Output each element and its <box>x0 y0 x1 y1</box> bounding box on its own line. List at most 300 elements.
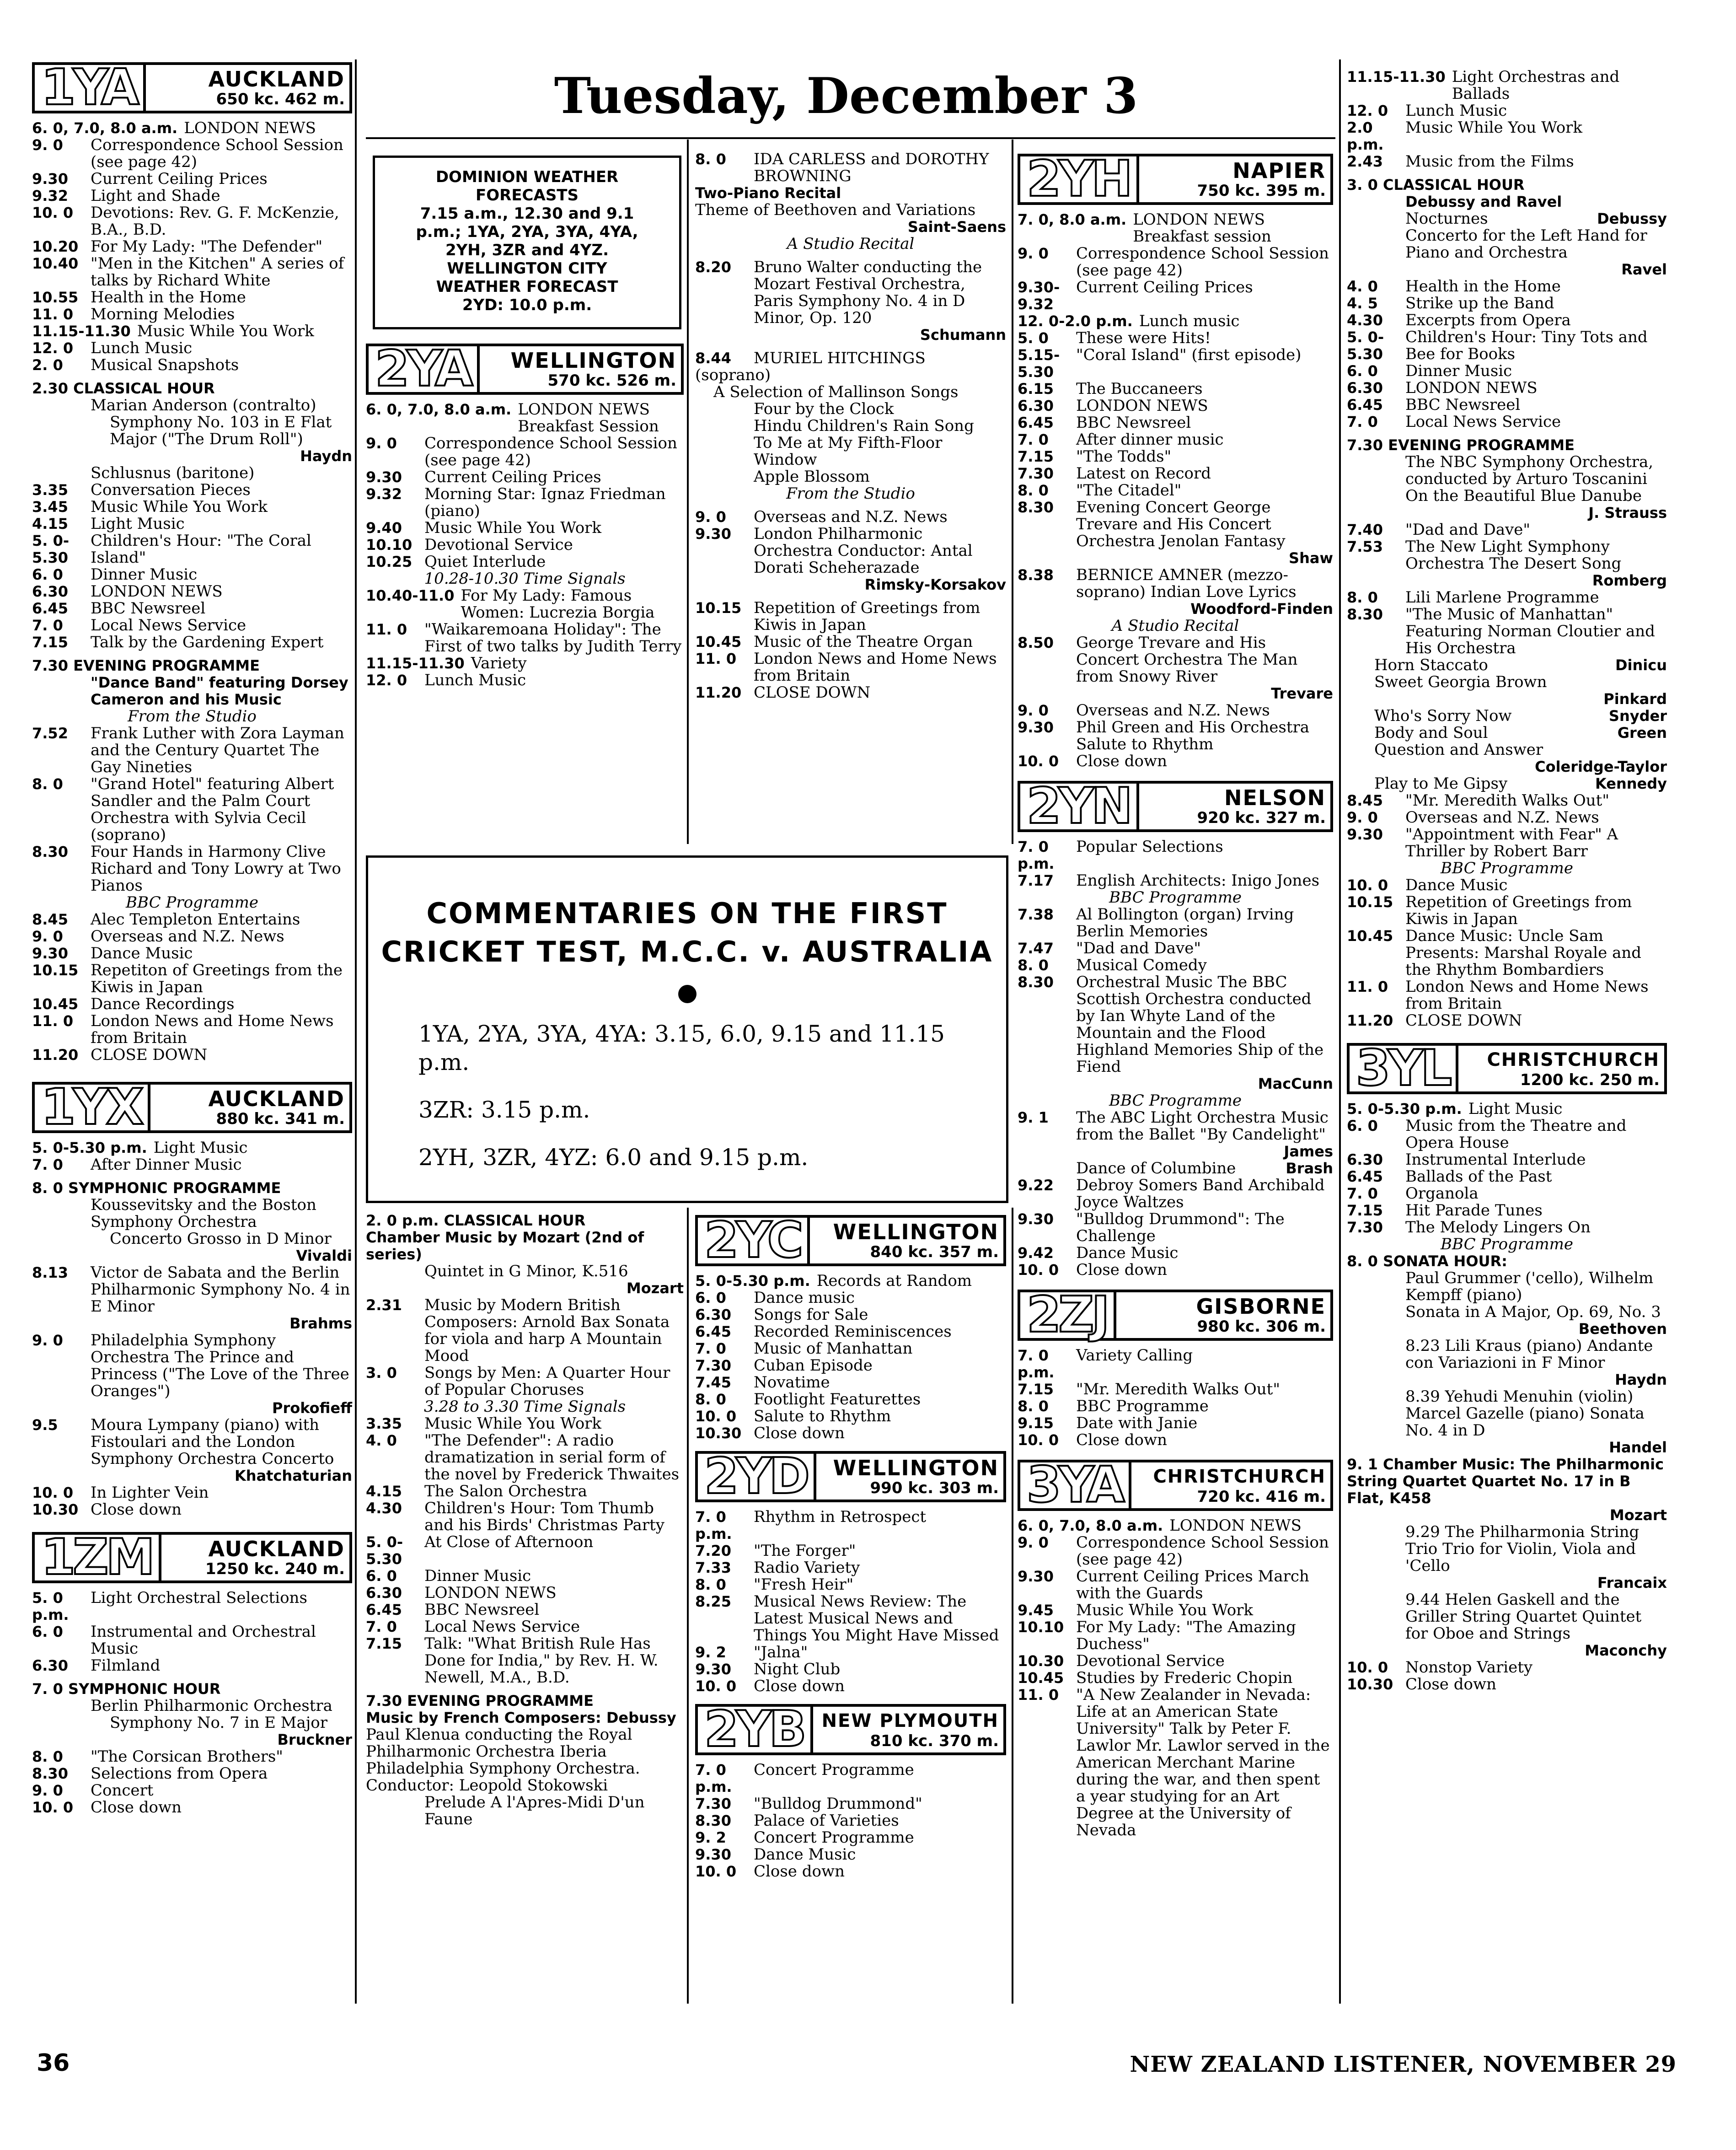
schedule-entry <box>32 516 352 532</box>
entry-title: Novatime <box>754 1373 830 1392</box>
entry-title: Music of the Theatre Organ <box>754 633 973 651</box>
song-row <box>1347 775 1667 792</box>
schedule-entry <box>1018 634 1333 685</box>
entry-title: Dinner Music <box>91 565 198 584</box>
song-row <box>1347 657 1667 674</box>
entry-title: London News and Home News from Britain <box>91 1012 334 1047</box>
entry-title: Children's Hour: Tom Thumb and his Birds' Christmas Party <box>424 1499 664 1534</box>
schedule-list <box>32 1332 352 1400</box>
entry-time: 7. 0 <box>1347 1185 1378 1202</box>
entry-time: 9. 0 <box>366 435 397 452</box>
entry-time: 5. 0-5.30 p.m. <box>695 1272 810 1290</box>
schedule-entry <box>1018 431 1333 448</box>
entry-time: 8. 0 <box>32 775 63 793</box>
schedule-entry <box>1347 1185 1667 1202</box>
entry-title: "Dad and Dave" <box>1405 521 1530 539</box>
schedule-entry <box>1018 1432 1333 1449</box>
entry-time: 4. 0 <box>366 1432 397 1449</box>
entry-title: Correspondence School Session (see page 42) <box>1076 1533 1329 1569</box>
entry-time: 7. 0 <box>32 1156 63 1173</box>
entry-title: Overseas and N.Z. News <box>1405 808 1599 827</box>
entry-time: 11.15-11.30 <box>1347 68 1446 86</box>
entry-title: Records at Random <box>816 1272 972 1290</box>
entry-title: MURIEL HITCHINGS <box>754 349 926 367</box>
schedule-list <box>1018 634 1333 685</box>
entry-title: BBC Newsreel <box>91 599 206 618</box>
composer: Saint-Saens <box>907 218 1006 236</box>
schedule-list <box>1018 567 1333 601</box>
entry-title: Morning Star: Ignaz Friedman (piano) <box>424 485 666 520</box>
entry-title: Devotions: Rev. G. F. McKenzie, B.A., B.D. <box>91 204 339 239</box>
station-city: WELLINGTON <box>833 1220 999 1244</box>
classical-hour-heading: 3. 0 CLASSICAL HOUR <box>1347 176 1525 194</box>
entry-title: Ballads of the Past <box>1405 1167 1552 1186</box>
entry-title: Music from the Films <box>1405 152 1574 171</box>
song-title: Question and Answer <box>1374 741 1543 759</box>
schedule-list <box>366 1297 684 1398</box>
studio-note: A Studio Recital <box>787 235 915 253</box>
composer: Romberg <box>1592 572 1667 589</box>
station-header-1yx <box>32 1079 352 1136</box>
entry-title: Music While You Work <box>137 322 314 340</box>
schedule-entry <box>1347 414 1667 430</box>
song-row <box>1347 674 1667 691</box>
entry-time: 8.50 <box>1018 634 1054 651</box>
entry-title: Light Music <box>153 1139 248 1157</box>
entry-time: 6.30 <box>366 1584 402 1602</box>
schedule-list <box>1018 1177 1333 1279</box>
entry-time: 6. 0 <box>1347 1117 1378 1134</box>
entry-time: 7. 0 p.m. <box>695 1761 732 1795</box>
schedule-entry <box>32 1590 352 1623</box>
entry-title: Music by Modern British Composers: Arnold Bax Sonata for viola and harp A Mountain Mood <box>424 1296 670 1365</box>
entry-time: 10.15 <box>695 599 742 617</box>
entry-time: 11. 0 <box>1018 1686 1059 1704</box>
entry-title: Children's Hour: Tiny Tots and Bee for Books <box>1405 328 1648 363</box>
schedule-entry <box>32 566 352 583</box>
schedule-entry <box>32 532 352 566</box>
song-title <box>1374 758 1535 775</box>
entry-time: 7.15 <box>1018 1381 1054 1398</box>
schedule-entry <box>695 1812 1006 1829</box>
schedule-entry <box>1018 940 1333 957</box>
entry-time: 4.15 <box>32 515 68 532</box>
studio-note: From the Studio <box>128 707 257 726</box>
entry-title: Concert Programme <box>754 1828 914 1847</box>
schedule-list <box>32 1590 352 1674</box>
entry-title: "The Music of Manhattan" Featuring Norman Cloutier and His Orchestra <box>1405 605 1655 657</box>
schedule-entry <box>32 725 352 776</box>
entry-title: Musical News Review: The Latest Musical News and Things You Might Have Missed <box>754 1592 999 1645</box>
schedule-entry <box>366 537 684 554</box>
schedule-entry <box>32 171 352 188</box>
schedule-entry <box>695 1509 1006 1543</box>
composer: James <box>1284 1143 1333 1160</box>
time-signals: 10.28-10.30 Time Signals <box>424 570 626 588</box>
entry-title: "The Forger" <box>754 1542 856 1560</box>
entry-title: Dance Music <box>754 1845 856 1864</box>
entry-time: 6.45 <box>1018 414 1054 431</box>
composer: Vivaldi <box>296 1247 352 1264</box>
composer: Green <box>1617 724 1667 742</box>
station-city: CHRISTCHURCH <box>1487 1049 1660 1070</box>
programme-detail: Concerto Grosso in D Minor <box>110 1230 332 1248</box>
entry-time: 10. 0 <box>1018 752 1059 770</box>
schedule-entry <box>1347 826 1667 860</box>
schedule-entry <box>366 672 684 689</box>
entry-title: At Close of Afternoon <box>424 1533 594 1551</box>
entry-time: 8. 0 <box>695 1576 726 1593</box>
entry-title: Strike up the Band <box>1405 294 1554 312</box>
schedule-entry <box>366 1534 684 1568</box>
studio-note: A Studio Recital <box>1111 617 1239 635</box>
weather-line: 7.15 a.m., 12.30 and 9.1 <box>420 204 634 223</box>
entry-title: Children's Hour: "The Coral Island" <box>91 532 311 567</box>
entry-title: Dinner Music <box>1405 362 1512 380</box>
entry-title: Alec Templeton Entertains <box>91 910 300 929</box>
entry-time: 9. 2 <box>695 1644 726 1661</box>
entry-title: Close down <box>1076 1261 1167 1279</box>
bullet-mark <box>678 985 697 1003</box>
schedule-list <box>32 1417 352 1467</box>
entry-title: Lunch Music <box>424 671 526 689</box>
programme-detail: The NBC Symphony Orchestra, conducted by Arturo Toscanini <box>1405 453 1654 488</box>
entry-title: Night Club <box>754 1660 841 1678</box>
entry-time: 11.15-11.30 <box>366 655 465 672</box>
schedule-list <box>32 120 352 374</box>
entry-title: Al Bollington (organ) Irving Berlin Memories <box>1076 905 1294 941</box>
entry-time: 6.30 <box>32 583 68 600</box>
schedule-list <box>1018 838 1333 889</box>
entry-time: 12. 0-2.0 p.m. <box>1018 312 1133 330</box>
entry-title: Music While You Work <box>1076 1601 1254 1619</box>
schedule-entry <box>1347 1168 1667 1185</box>
schedule-entry <box>32 1623 352 1657</box>
entry-title: Music While You Work <box>91 498 268 516</box>
entry-time: 10.30 <box>695 1424 742 1442</box>
composer: Rimsky-Korsakov <box>864 576 1006 593</box>
schedule-entry <box>32 499 352 516</box>
song-list <box>1347 657 1667 792</box>
programme-detail-list <box>366 1709 684 1828</box>
entry-title: The Buccaneers <box>1076 380 1203 398</box>
entry-time: 2.43 <box>1347 153 1383 170</box>
station-callsign: 2YC <box>698 1218 810 1263</box>
entry-title: "Dad and Dave" <box>1076 939 1201 957</box>
entry-title: BBC Newsreel <box>1076 414 1191 432</box>
entry-time: 7.30 <box>695 1357 731 1374</box>
schedule-entry <box>366 587 684 621</box>
evening-programme-heading: 7.30 EVENING PROGRAMME <box>32 657 260 674</box>
column-rule-4 <box>1012 140 1013 844</box>
schedule-entry <box>695 1357 1006 1374</box>
schedule-entry <box>1018 448 1333 465</box>
entry-time: 8. 0 <box>1347 589 1378 606</box>
entry-time: 10.10 <box>366 536 413 554</box>
schedule-entry <box>1347 119 1667 153</box>
bbc-note: BBC Programme <box>1441 1235 1573 1253</box>
programme-detail: Nocturnes <box>1405 210 1488 228</box>
station-frequency: 1250 kc. 240 m. <box>205 1560 345 1578</box>
entry-title: LONDON NEWS <box>1076 397 1208 415</box>
entry-time: 8.45 <box>32 911 68 928</box>
entry-title: Instrumental and Orchestral Music <box>91 1623 316 1658</box>
entry-title: Studies by Frederic Chopin <box>1076 1669 1293 1687</box>
entry-time: 9. 0 <box>695 508 726 526</box>
entry-time: 4. 0 <box>1347 278 1378 295</box>
schedule-entry <box>366 486 684 520</box>
schedule-entry <box>32 1782 352 1799</box>
entry-title: "The Todds" <box>1076 447 1172 466</box>
entry-time: 7.15 <box>1347 1202 1383 1219</box>
schedule-entry <box>1018 398 1333 414</box>
schedule-entry <box>1347 894 1667 928</box>
entry-title: Moura Lympany (piano) with Fistoulari and the London Symphony Orchestra Concerto <box>91 1416 334 1468</box>
entry-time: 8.30 <box>1018 973 1054 991</box>
schedule-entry <box>366 621 684 655</box>
entry-title: For My Lady: Famous Women: Lucrezia Borgia <box>461 586 655 622</box>
station-frequency: 570 kc. 526 m. <box>547 371 676 390</box>
entry-title: In Lighter Vein <box>91 1484 209 1502</box>
schedule-list <box>695 259 1006 327</box>
composer: Beethoven <box>1578 1320 1667 1338</box>
schedule-entry <box>1018 702 1333 719</box>
schedule-entry <box>32 120 352 137</box>
schedule-entry <box>1018 1347 1333 1381</box>
weather-line: WELLINGTON CITY <box>447 259 607 278</box>
schedule-list <box>1347 877 1667 1029</box>
entry-title: "Bulldog Drummond": The Challenge <box>1076 1210 1285 1245</box>
station-frequency: 650 kc. 462 m. <box>216 90 345 108</box>
entry-title: "Coral Island" (first episode) <box>1076 346 1302 364</box>
programme-detail: Prelude A l'Apres-Midi D'un Faune <box>424 1793 645 1828</box>
programme-detail: Music by French Composers: Debussy <box>366 1709 676 1726</box>
entry-time: 9.30 <box>32 170 68 188</box>
entry-time: 5. 0 p.m. <box>32 1589 69 1623</box>
programme-detail: Dance of Columbine <box>1076 1159 1236 1177</box>
schedule-list <box>695 151 1006 185</box>
entry-time: 8.20 <box>695 258 731 276</box>
entry-time: 10. 0 <box>1018 1261 1059 1279</box>
weather-forecast-box <box>373 156 681 329</box>
schedule-list <box>32 725 352 894</box>
entry-time: 9. 0 <box>32 136 63 154</box>
schedule-entry <box>1347 295 1667 312</box>
entry-title: "Mr. Meredith Walks Out" <box>1076 1380 1280 1398</box>
schedule-entry <box>1018 482 1333 499</box>
entry-time: 6.30 <box>1018 397 1054 414</box>
entry-time: 9.30 <box>366 468 402 486</box>
entry-title: Phil Green and His Orchestra Salute to Rhythm <box>1076 718 1310 753</box>
page-title: Tuesday, December 3 <box>554 67 1138 125</box>
station-callsign: 2ZJ <box>1020 1292 1116 1338</box>
schedule-entry <box>32 928 352 945</box>
composer: Haydn <box>1615 1371 1667 1388</box>
song-title: Apple Blossom <box>754 468 870 486</box>
entry-title: "Jalna" <box>754 1643 808 1661</box>
station-frequency: 990 kc. 303 m. <box>870 1479 999 1497</box>
schedule-entry <box>366 1365 684 1398</box>
entry-title: LONDON NEWS <box>91 582 223 601</box>
programme-detail: Berlin Philharmonic Orchestra <box>91 1697 332 1715</box>
entry-time: 10.25 <box>366 553 413 570</box>
schedule-entry <box>32 1657 352 1674</box>
schedule-entry <box>1347 102 1667 119</box>
composer: Khatchaturian <box>234 1467 352 1484</box>
entry-title: "Waikaremoana Holiday": The First of two talks by Judith Terry <box>424 620 682 656</box>
schedule-entry <box>1347 329 1667 363</box>
schedule-entry <box>32 1264 352 1315</box>
bbc-note: BBC Programme <box>1441 859 1573 877</box>
station-header-2yn <box>1018 778 1333 835</box>
entry-time: 7.15 <box>1018 448 1054 465</box>
programme-detail: Quintet in G Minor, K.516 <box>424 1262 628 1280</box>
entry-title: Health in the Home <box>1405 277 1561 296</box>
entry-time: 7.17 <box>1018 872 1054 889</box>
schedule-entry <box>1018 1670 1333 1687</box>
entry-title: Conversation Pieces <box>91 481 251 499</box>
schedule-entry <box>695 1795 1006 1812</box>
entry-title: Instrumental Interlude <box>1405 1150 1586 1169</box>
entry-time: 10.15 <box>1347 893 1393 911</box>
entry-title: CLOSE DOWN <box>91 1046 208 1064</box>
schedule-entry <box>32 1156 352 1173</box>
weather-line: 2YD: 10.0 p.m. <box>462 296 592 314</box>
schedule-entry <box>695 634 1006 650</box>
entry-time: 6. 0 <box>32 1623 63 1640</box>
entry-title: Excerpts from Opera <box>1405 311 1571 329</box>
entry-time: 4.30 <box>1347 312 1383 329</box>
schedule-list <box>695 600 1006 701</box>
programme-detail: Schlusnus (baritone) <box>91 464 255 482</box>
schedule-entry <box>1018 974 1333 1075</box>
bbc-note: BBC Programme <box>1109 1091 1242 1110</box>
entry-title: Overseas and N.Z. News <box>1076 701 1270 720</box>
entry-title: "Grand Hotel" featuring Albert Sandler and the Palm Court Orchestra with Sylvia Cecil (soprano) <box>91 775 334 844</box>
entry-time: 5. 0 <box>1018 329 1049 347</box>
entry-time: 9.30 <box>32 945 68 962</box>
entry-time: 6.30 <box>695 1306 731 1323</box>
schedule-entry <box>695 259 1006 327</box>
entry-title: London News and Home News from Britain <box>754 650 997 685</box>
entry-time: 8. 0 <box>32 1748 63 1765</box>
station-city: NEW PLYMOUTH <box>821 1710 999 1731</box>
entry-title: Variety <box>471 654 527 672</box>
entry-title: After dinner music <box>1076 430 1224 449</box>
song-row <box>1347 742 1667 758</box>
schedule-entry <box>1018 1568 1333 1602</box>
studio-note: From the Studio <box>786 484 915 503</box>
schedule-list <box>1018 702 1333 770</box>
entry-title: Hit Parade Tunes <box>1405 1201 1543 1220</box>
entry-title: "Bulldog Drummond" <box>754 1795 922 1813</box>
station-header-3ya <box>1018 1457 1333 1514</box>
entry-time: 2. 0 <box>32 356 63 374</box>
recital-heading: Two-Piano Recital <box>695 184 841 202</box>
schedule-entry <box>32 1799 352 1816</box>
schedule-entry <box>32 776 352 844</box>
entry-time: 6.30 <box>1347 1151 1383 1168</box>
schedule-entry <box>1018 1177 1333 1211</box>
schedule-entry <box>366 1618 684 1635</box>
entry-title: The ABC Light Orchestra Music from the Ballet "By Candelight" <box>1076 1108 1329 1144</box>
entry-time: 3. 0 <box>366 1364 397 1381</box>
entry-time: 9.40 <box>366 519 402 537</box>
entry-time: 5.15-5.30 <box>1018 346 1060 381</box>
programme-detail: "Dance Band" featuring Dorsey Cameron and his Music <box>91 674 348 708</box>
entry-title: Close down <box>754 1677 845 1695</box>
schedule-entry <box>32 1332 352 1400</box>
station-header-2ya <box>366 340 684 398</box>
station-city: NAPIER <box>1232 158 1326 183</box>
schedule-entry <box>1347 538 1667 572</box>
entry-title: Music While You Work <box>424 519 602 537</box>
schedule-list <box>32 1748 352 1816</box>
entry-time: 10.30 <box>1347 1676 1393 1693</box>
schedule-entry <box>1018 1653 1333 1670</box>
programme-detail: Paul Grummer ('cello), Wilhelm Kempff (piano) <box>1405 1269 1654 1304</box>
entry-time: 2.31 <box>366 1296 402 1314</box>
schedule-entry <box>32 583 352 600</box>
column-rule-2 <box>687 140 689 844</box>
schedule-entry <box>1018 465 1333 482</box>
schedule-list <box>32 1484 352 1518</box>
entry-time: 9.42 <box>1018 1244 1054 1262</box>
entry-time: 9.32 <box>32 187 68 204</box>
entry-title: Current Ceiling Prices <box>424 468 601 486</box>
schedule-entry <box>32 1140 352 1156</box>
schedule-list <box>695 1762 1006 1880</box>
composer: Woodford-Finden <box>1190 600 1333 618</box>
entry-time: 10. 0 <box>1018 1431 1059 1449</box>
entry-title: Overseas and N.Z. News <box>754 508 948 526</box>
schedule-entry <box>32 1013 352 1047</box>
schedule-entry <box>366 401 684 435</box>
schedule-entry <box>1347 278 1667 295</box>
station-header-3yl <box>1347 1040 1667 1097</box>
entry-title: LONDON NEWS <box>1169 1516 1302 1535</box>
schedule-entry <box>1018 347 1333 381</box>
schedule-entry <box>1347 1659 1667 1676</box>
column-5 <box>1347 69 1667 1693</box>
schedule-entry <box>32 945 352 962</box>
schedule-entry <box>695 350 1006 367</box>
song-list <box>695 384 1006 485</box>
entry-title: Radio Variety <box>754 1559 860 1577</box>
composer: Brahms <box>289 1315 352 1332</box>
entry-time: 6. 0, 7.0, 8.0 a.m. <box>1018 1517 1163 1534</box>
entry-title: Health in the Home <box>91 288 246 306</box>
schedule-entry <box>32 255 352 289</box>
station-frequency: 750 kc. 395 m. <box>1197 182 1326 200</box>
entry-time: 10. 0 <box>695 1863 737 1880</box>
entry-title: LONDON NEWS <box>184 119 316 137</box>
schedule-entry <box>1018 1211 1333 1245</box>
column-3-bottom <box>695 1212 1006 1880</box>
station-city: CHRISTCHURCH <box>1153 1466 1326 1487</box>
entry-time: 8.30 <box>32 843 68 860</box>
entry-title: Musical Snapshots <box>91 356 239 374</box>
entry-time: 5. 0-5.30 <box>366 1533 403 1568</box>
entry-title: Dance music <box>754 1289 855 1307</box>
entry-title: Music from the Theatre and Opera House <box>1405 1117 1627 1152</box>
evening-programme-heading: 7.30 EVENING PROGRAMME <box>1347 436 1575 454</box>
entry-title: Local News Service <box>424 1618 580 1636</box>
station-city: NELSON <box>1224 785 1326 810</box>
schedule-list <box>1018 211 1333 550</box>
entry-title: Frank Luther with Zora Layman and the Century Quartet The Gay Nineties <box>91 724 344 776</box>
entry-title: Close down <box>1076 1431 1167 1449</box>
